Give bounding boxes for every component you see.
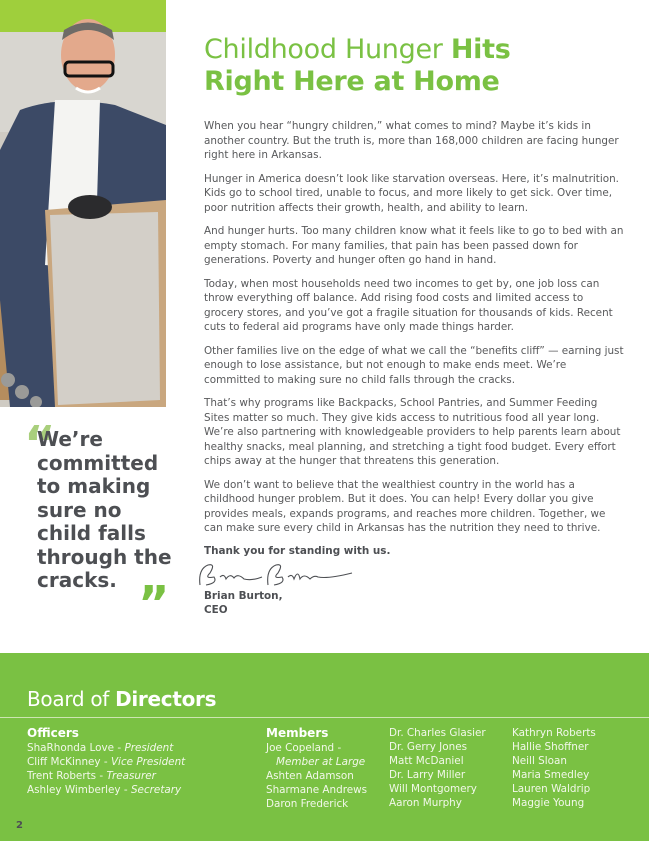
board-of-directors-section xyxy=(0,653,649,841)
paragraph: We don’t want to believe that the wealthiest country in the world has a childhood hunger problem. But it does. You can help! Every dollar you give provides meals, expands programs, and reaches more children. Together, we can make sure every child in Arkansas has the nutrition they need to thrive. xyxy=(204,478,606,534)
photo-illustration xyxy=(0,0,166,407)
member-name: Ashten Adamson xyxy=(266,770,354,782)
board-title-light: Board of xyxy=(27,687,116,711)
page-headline xyxy=(204,34,624,98)
member-name: Neill Sloan xyxy=(512,755,567,767)
paragraph: Hunger in America doesn’t look like starvation overseas. Here, it’s malnutrition. Kids go to school tired, unable to focus, and more likely to get sick. Over time, poor nutrition affects their growth, health, and ability to learn. xyxy=(204,172,619,214)
member-name: Will Montgomery xyxy=(389,783,477,795)
signature-image xyxy=(196,559,356,589)
member-role: Member at Large xyxy=(276,756,366,768)
member-name: Dr. Charles Glasier xyxy=(389,727,486,739)
member-name: Lauren Waldrip xyxy=(512,783,591,795)
page-number: 2 xyxy=(16,820,23,831)
handwritten-signature xyxy=(196,559,504,589)
member-name: Kathryn Roberts xyxy=(512,727,596,739)
pull-quote-text: We’re committed to making sure no child falls through the cracks. xyxy=(37,427,172,592)
member-name: Hallie Shoffner xyxy=(512,741,589,753)
close-quote-mark: ” xyxy=(138,576,170,632)
paragraph: And hunger hurts. Too many children know what it feels like to go to bed with an empty stomach. For many families, that pain has been passed down for generations. Poverty and hunger often go hand in hand. xyxy=(204,225,624,266)
ceo-photo xyxy=(0,0,166,407)
officers-column xyxy=(27,726,185,797)
officer-row: Ashley Wimberley - Secretary xyxy=(27,784,182,796)
signer-title: CEO xyxy=(204,604,228,616)
officer-row: Trent Roberts - Treasurer xyxy=(27,770,156,782)
member-name: Maria Smedley xyxy=(512,769,590,781)
section-divider xyxy=(0,717,649,718)
closing-thanks: Thank you for standing with us. xyxy=(204,545,391,557)
board-title xyxy=(27,687,216,711)
members-column-1 xyxy=(266,726,367,811)
board-title-bold: Directors xyxy=(115,687,217,711)
open-quote-mark: “ xyxy=(24,416,56,472)
letter-closing xyxy=(204,545,504,617)
members-column-2 xyxy=(389,726,486,810)
paragraph: Today, when most households need two incomes to get by, one job loss can throw everything off balance. Add rising food costs and limited access to grocery stores, and you’ve got a fragile situation for thousands of kids. Recent cuts to federal aid programs have only made things harder. xyxy=(204,277,613,333)
member-name: Dr. Gerry Jones xyxy=(389,741,467,753)
paragraph: When you hear “hungry children,” what comes to mind? Maybe it’s kids in another country. But the truth is, more than 168,000 children are facing hunger right here in Arkansas. xyxy=(204,120,619,161)
officers-heading: Officers xyxy=(27,726,79,740)
officer-row: Cliff McKinney - Vice President xyxy=(27,756,186,768)
pull-quote xyxy=(22,416,182,632)
member-name: Aaron Murphy xyxy=(389,797,462,809)
paragraph: Other families live on the edge of what we call the “benefits cliff” — earning just enough to lose assistance, but not enough to make ends meet. We’re committed to making sure no child falls through the cracks. xyxy=(204,344,624,386)
headline-bold-1: Hits xyxy=(450,34,511,65)
paragraph: That’s why programs like Backpacks, School Pantries, and Summer Feeding Sites matter so much. They give kids access to nutritious food all year long. We’re also partnering with knowledgeable providers to help parents learn about healthy snacks, meal planning, and stretching a tight food budget. Every effort chips away at the hunger that threatens this generation. xyxy=(204,397,621,467)
officer-row: ShaRhonda Love - President xyxy=(27,742,174,754)
member-name: Matt McDaniel xyxy=(389,755,464,767)
letter-body xyxy=(204,119,624,545)
member-name: Joe Copeland - xyxy=(266,742,342,754)
members-column-3 xyxy=(512,726,596,810)
member-name: Daron Frederick xyxy=(266,798,349,810)
signer-name: Brian Burton, xyxy=(204,590,283,602)
headline-light: Childhood Hunger xyxy=(204,34,451,65)
member-name: Dr. Larry Miller xyxy=(389,769,466,781)
member-name: Sharmane Andrews xyxy=(266,784,368,796)
headline-bold-2: Right Here at Home xyxy=(204,66,500,97)
member-name: Maggie Young xyxy=(512,797,585,809)
members-heading: Members xyxy=(266,726,329,740)
